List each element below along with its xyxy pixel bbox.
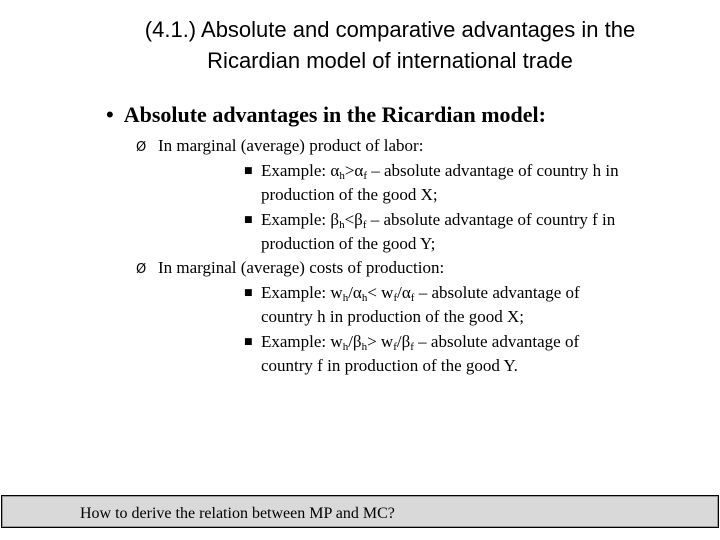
main-bullet (106, 100, 546, 130)
example-cost-alpha-line-1: Example: $w_h/\alpha_h< w_f/\alpha_f$ – absolute advantage of (261, 283, 580, 304)
example-cost-alpha (244, 281, 714, 329)
example-cost-beta-line-2: country f in production of the good Y. (261, 356, 518, 375)
sub-bullet-product (136, 134, 423, 160)
example-alpha (244, 159, 714, 207)
footer-bar (1, 495, 719, 528)
example-alpha-line-1: Example: $\alpha_h>\alpha_f$ – absolute advantage of country h in (261, 161, 619, 182)
arrow-bullet-icon: Ø (136, 140, 147, 155)
bullet-dot-icon: • (106, 102, 114, 127)
example-beta-line-2: production of the good Y; (261, 234, 436, 253)
slide-title-line-2: Ricardian model of international trade (207, 48, 573, 73)
example-beta (244, 208, 714, 256)
square-bullet-icon: ■ (244, 288, 253, 298)
main-bullet-text: Absolute advantages in the Ricardian model: (123, 102, 546, 127)
sub-bullet-costs-text: In marginal (average) costs of production: (158, 258, 445, 277)
arrow-bullet-icon: Ø (136, 262, 147, 277)
square-bullet-icon: ■ (244, 215, 253, 225)
example-alpha-line-2: production of the good X; (261, 185, 438, 204)
example-cost-beta-line-1: Example: $w_h/\beta_h> w_f/\beta_f$ – absolute advantage of (261, 332, 580, 353)
example-cost-alpha-line-2: country h in production of the good X; (261, 307, 524, 326)
example-beta-line-1: Example: $\beta_h<\beta_f$ – absolute advantage of country f in (261, 210, 616, 231)
example-cost-beta (244, 330, 714, 378)
slide-title-line-1: (4.1.) Absolute and comparative advantages in the (144, 17, 636, 42)
slide-title (60, 14, 720, 76)
square-bullet-icon: ■ (244, 337, 253, 347)
square-bullet-icon: ■ (244, 166, 253, 176)
sub-bullet-costs (136, 256, 444, 282)
footer-question: How to derive the relation between MP and MC? (80, 505, 395, 522)
sub-bullet-product-text: In marginal (average) product of labor: (158, 136, 424, 155)
